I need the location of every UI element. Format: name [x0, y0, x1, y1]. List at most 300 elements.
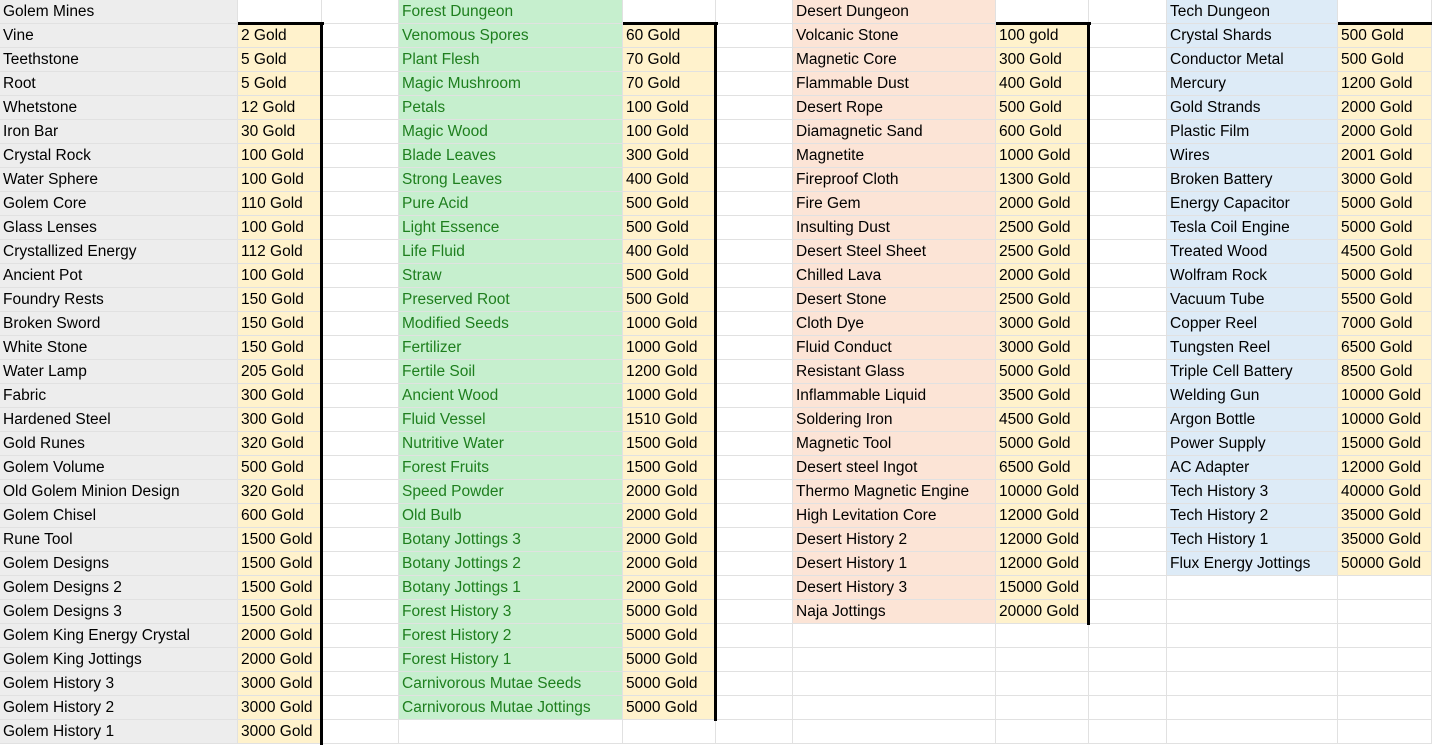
item-price-cell[interactable]: 4500 Gold	[996, 408, 1089, 432]
item-name-cell[interactable]: Resistant Glass	[793, 360, 996, 384]
item-price-cell[interactable]: 600 Gold	[238, 504, 322, 528]
empty-cell[interactable]	[716, 96, 793, 120]
item-name-cell[interactable]: Ancient Pot	[0, 264, 238, 288]
item-name-cell[interactable]: Nutritive Water	[399, 432, 623, 456]
empty-cell[interactable]	[322, 480, 399, 504]
item-name-cell[interactable]: Forest History 3	[399, 600, 623, 624]
empty-cell[interactable]	[322, 720, 399, 744]
item-name-cell[interactable]: Water Sphere	[0, 168, 238, 192]
empty-cell[interactable]	[1089, 48, 1167, 72]
item-name-cell[interactable]: Magic Mushroom	[399, 72, 623, 96]
item-name-cell[interactable]: Preserved Root	[399, 288, 623, 312]
empty-cell[interactable]	[716, 432, 793, 456]
item-price-cell[interactable]: 5000 Gold	[623, 696, 716, 720]
item-name-cell[interactable]: Venomous Spores	[399, 24, 623, 48]
item-price-cell[interactable]: 1000 Gold	[996, 144, 1089, 168]
item-price-cell[interactable]: 500 Gold	[238, 456, 322, 480]
empty-cell[interactable]	[322, 0, 399, 24]
empty-cell[interactable]	[322, 72, 399, 96]
empty-cell[interactable]	[1089, 168, 1167, 192]
item-name-cell[interactable]: Straw	[399, 264, 623, 288]
empty-cell[interactable]	[1089, 648, 1167, 672]
empty-cell[interactable]	[1089, 360, 1167, 384]
item-price-cell[interactable]: 6500 Gold	[996, 456, 1089, 480]
item-name-cell[interactable]: Magic Wood	[399, 120, 623, 144]
item-name-cell[interactable]: Desert Steel Sheet	[793, 240, 996, 264]
empty-cell[interactable]	[716, 456, 793, 480]
empty-cell[interactable]	[322, 696, 399, 720]
empty-cell[interactable]	[1089, 144, 1167, 168]
item-price-cell[interactable]: 300 Gold	[623, 144, 716, 168]
item-price-cell[interactable]: 100 Gold	[238, 144, 322, 168]
item-name-cell[interactable]: Fireproof Cloth	[793, 168, 996, 192]
item-price-cell[interactable]: 1200 Gold	[1338, 72, 1432, 96]
empty-cell[interactable]	[1089, 216, 1167, 240]
item-name-cell[interactable]: Water Lamp	[0, 360, 238, 384]
empty-cell[interactable]	[716, 528, 793, 552]
item-price-cell[interactable]: 2000 Gold	[238, 624, 322, 648]
item-name-cell[interactable]: Carnivorous Mutae Seeds	[399, 672, 623, 696]
empty-cell[interactable]	[996, 720, 1089, 744]
item-name-cell[interactable]: Broken Battery	[1167, 168, 1338, 192]
item-name-cell[interactable]: Tech History 1	[1167, 528, 1338, 552]
item-price-cell[interactable]: 3000 Gold	[996, 312, 1089, 336]
empty-cell[interactable]	[322, 216, 399, 240]
item-name-cell[interactable]: Rune Tool	[0, 528, 238, 552]
item-price-cell[interactable]: 8500 Gold	[1338, 360, 1432, 384]
item-price-cell[interactable]: 1300 Gold	[996, 168, 1089, 192]
item-name-cell[interactable]: Magnetite	[793, 144, 996, 168]
empty-cell[interactable]	[1338, 648, 1432, 672]
empty-cell[interactable]	[716, 168, 793, 192]
empty-cell[interactable]	[716, 288, 793, 312]
empty-cell[interactable]	[996, 648, 1089, 672]
item-price-cell[interactable]: 2000 Gold	[623, 480, 716, 504]
item-name-cell[interactable]: Cloth Dye	[793, 312, 996, 336]
item-price-cell[interactable]: 100 gold	[996, 24, 1089, 48]
empty-cell[interactable]	[716, 144, 793, 168]
empty-cell[interactable]	[1089, 120, 1167, 144]
item-price-cell[interactable]: 5500 Gold	[1338, 288, 1432, 312]
item-price-cell[interactable]: 500 Gold	[1338, 24, 1432, 48]
empty-cell[interactable]	[1167, 696, 1338, 720]
item-price-cell[interactable]: 35000 Gold	[1338, 504, 1432, 528]
empty-cell[interactable]	[716, 480, 793, 504]
empty-cell[interactable]	[716, 216, 793, 240]
item-name-cell[interactable]: Mercury	[1167, 72, 1338, 96]
item-price-cell[interactable]: 3000 Gold	[238, 672, 322, 696]
item-price-cell[interactable]: 1500 Gold	[238, 552, 322, 576]
empty-cell[interactable]	[996, 0, 1089, 24]
item-price-cell[interactable]: 500 Gold	[623, 288, 716, 312]
item-name-cell[interactable]: Flammable Dust	[793, 72, 996, 96]
item-name-cell[interactable]: Speed Powder	[399, 480, 623, 504]
item-name-cell[interactable]: Tech History 2	[1167, 504, 1338, 528]
empty-cell[interactable]	[793, 648, 996, 672]
item-price-cell[interactable]: 40000 Gold	[1338, 480, 1432, 504]
item-price-cell[interactable]: 10000 Gold	[996, 480, 1089, 504]
item-price-cell[interactable]: 5000 Gold	[623, 600, 716, 624]
item-price-cell[interactable]: 3000 Gold	[996, 336, 1089, 360]
item-name-cell[interactable]: Crystal Rock	[0, 144, 238, 168]
item-price-cell[interactable]: 150 Gold	[238, 312, 322, 336]
item-name-cell[interactable]: Desert History 2	[793, 528, 996, 552]
item-price-cell[interactable]: 5000 Gold	[1338, 192, 1432, 216]
item-name-cell[interactable]: Flux Energy Jottings	[1167, 552, 1338, 576]
item-name-cell[interactable]: Volcanic Stone	[793, 24, 996, 48]
item-name-cell[interactable]: Forest Fruits	[399, 456, 623, 480]
item-name-cell[interactable]: Fabric	[0, 384, 238, 408]
item-price-cell[interactable]: 150 Gold	[238, 336, 322, 360]
empty-cell[interactable]	[996, 696, 1089, 720]
item-price-cell[interactable]: 70 Gold	[623, 72, 716, 96]
empty-cell[interactable]	[322, 384, 399, 408]
empty-cell[interactable]	[322, 120, 399, 144]
empty-cell[interactable]	[1338, 672, 1432, 696]
item-price-cell[interactable]: 3000 Gold	[1338, 168, 1432, 192]
item-price-cell[interactable]: 35000 Gold	[1338, 528, 1432, 552]
empty-cell[interactable]	[716, 552, 793, 576]
item-price-cell[interactable]: 6500 Gold	[1338, 336, 1432, 360]
empty-cell[interactable]	[623, 720, 716, 744]
item-name-cell[interactable]: Conductor Metal	[1167, 48, 1338, 72]
empty-cell[interactable]	[793, 696, 996, 720]
item-name-cell[interactable]: Root	[0, 72, 238, 96]
empty-cell[interactable]	[322, 432, 399, 456]
item-name-cell[interactable]: Botany Jottings 2	[399, 552, 623, 576]
item-price-cell[interactable]: 400 Gold	[623, 240, 716, 264]
empty-cell[interactable]	[716, 312, 793, 336]
item-price-cell[interactable]: 2000 Gold	[996, 264, 1089, 288]
item-name-cell[interactable]: Copper Reel	[1167, 312, 1338, 336]
item-name-cell[interactable]: Foundry Rests	[0, 288, 238, 312]
empty-cell[interactable]	[716, 24, 793, 48]
item-price-cell[interactable]: 70 Gold	[623, 48, 716, 72]
empty-cell[interactable]	[1089, 312, 1167, 336]
item-price-cell[interactable]: 300 Gold	[238, 408, 322, 432]
item-name-cell[interactable]: Plant Flesh	[399, 48, 623, 72]
item-price-cell[interactable]: 2000 Gold	[238, 648, 322, 672]
empty-cell[interactable]	[1338, 0, 1432, 24]
item-name-cell[interactable]: Gold Runes	[0, 432, 238, 456]
item-name-cell[interactable]: Thermo Magnetic Engine	[793, 480, 996, 504]
item-name-cell[interactable]: AC Adapter	[1167, 456, 1338, 480]
item-price-cell[interactable]: 500 Gold	[996, 96, 1089, 120]
item-price-cell[interactable]: 5 Gold	[238, 48, 322, 72]
item-price-cell[interactable]: 500 Gold	[623, 192, 716, 216]
item-name-cell[interactable]: Modified Seeds	[399, 312, 623, 336]
item-price-cell[interactable]: 60 Gold	[623, 24, 716, 48]
item-name-cell[interactable]: Golem Core	[0, 192, 238, 216]
item-price-cell[interactable]: 500 Gold	[623, 216, 716, 240]
empty-cell[interactable]	[322, 192, 399, 216]
empty-cell[interactable]	[716, 48, 793, 72]
empty-cell[interactable]	[322, 552, 399, 576]
item-price-cell[interactable]: 3000 Gold	[238, 720, 322, 744]
item-price-cell[interactable]: 400 Gold	[623, 168, 716, 192]
item-name-cell[interactable]: Energy Capacitor	[1167, 192, 1338, 216]
empty-cell[interactable]	[1089, 504, 1167, 528]
section-header[interactable]: Tech Dungeon	[1167, 0, 1338, 24]
item-price-cell[interactable]: 10000 Gold	[1338, 408, 1432, 432]
empty-cell[interactable]	[1338, 624, 1432, 648]
empty-cell[interactable]	[716, 360, 793, 384]
empty-cell[interactable]	[322, 168, 399, 192]
item-price-cell[interactable]: 110 Gold	[238, 192, 322, 216]
item-price-cell[interactable]: 30 Gold	[238, 120, 322, 144]
item-name-cell[interactable]: Glass Lenses	[0, 216, 238, 240]
item-name-cell[interactable]: Iron Bar	[0, 120, 238, 144]
empty-cell[interactable]	[322, 408, 399, 432]
item-price-cell[interactable]: 12000 Gold	[1338, 456, 1432, 480]
item-price-cell[interactable]: 3500 Gold	[996, 384, 1089, 408]
item-name-cell[interactable]: Golem King Jottings	[0, 648, 238, 672]
item-price-cell[interactable]: 5000 Gold	[623, 624, 716, 648]
item-name-cell[interactable]: Welding Gun	[1167, 384, 1338, 408]
empty-cell[interactable]	[716, 384, 793, 408]
item-name-cell[interactable]: Broken Sword	[0, 312, 238, 336]
empty-cell[interactable]	[1089, 24, 1167, 48]
item-price-cell[interactable]: 5000 Gold	[996, 432, 1089, 456]
item-price-cell[interactable]: 400 Gold	[996, 72, 1089, 96]
item-name-cell[interactable]: Fertilizer	[399, 336, 623, 360]
empty-cell[interactable]	[322, 672, 399, 696]
item-name-cell[interactable]: Naja Jottings	[793, 600, 996, 624]
empty-cell[interactable]	[1167, 648, 1338, 672]
item-name-cell[interactable]: Power Supply	[1167, 432, 1338, 456]
empty-cell[interactable]	[716, 648, 793, 672]
item-name-cell[interactable]: Plastic Film	[1167, 120, 1338, 144]
empty-cell[interactable]	[1167, 720, 1338, 744]
item-name-cell[interactable]: High Levitation Core	[793, 504, 996, 528]
item-name-cell[interactable]: Diamagnetic Sand	[793, 120, 996, 144]
item-name-cell[interactable]: Chilled Lava	[793, 264, 996, 288]
empty-cell[interactable]	[1338, 720, 1432, 744]
item-name-cell[interactable]: White Stone	[0, 336, 238, 360]
empty-cell[interactable]	[716, 576, 793, 600]
item-name-cell[interactable]: Strong Leaves	[399, 168, 623, 192]
empty-cell[interactable]	[716, 600, 793, 624]
item-price-cell[interactable]: 1500 Gold	[238, 600, 322, 624]
empty-cell[interactable]	[716, 240, 793, 264]
item-name-cell[interactable]: Tungsten Reel	[1167, 336, 1338, 360]
item-price-cell[interactable]: 2000 Gold	[1338, 96, 1432, 120]
item-price-cell[interactable]: 2000 Gold	[1338, 120, 1432, 144]
section-header[interactable]: Forest Dungeon	[399, 0, 623, 24]
item-price-cell[interactable]: 2500 Gold	[996, 216, 1089, 240]
item-price-cell[interactable]: 500 Gold	[623, 264, 716, 288]
item-name-cell[interactable]: Desert steel Ingot	[793, 456, 996, 480]
item-name-cell[interactable]: Old Bulb	[399, 504, 623, 528]
item-price-cell[interactable]: 1000 Gold	[623, 384, 716, 408]
item-price-cell[interactable]: 12000 Gold	[996, 552, 1089, 576]
item-name-cell[interactable]: Desert History 1	[793, 552, 996, 576]
item-price-cell[interactable]: 5000 Gold	[623, 672, 716, 696]
item-name-cell[interactable]: Ancient Wood	[399, 384, 623, 408]
empty-cell[interactable]	[322, 456, 399, 480]
empty-cell[interactable]	[238, 0, 322, 24]
item-price-cell[interactable]: 50000 Gold	[1338, 552, 1432, 576]
empty-cell[interactable]	[716, 672, 793, 696]
item-price-cell[interactable]: 2 Gold	[238, 24, 322, 48]
empty-cell[interactable]	[996, 672, 1089, 696]
empty-cell[interactable]	[322, 240, 399, 264]
empty-cell[interactable]	[1089, 336, 1167, 360]
item-price-cell[interactable]: 1200 Gold	[623, 360, 716, 384]
item-price-cell[interactable]: 2001 Gold	[1338, 144, 1432, 168]
item-name-cell[interactable]: Argon Bottle	[1167, 408, 1338, 432]
empty-cell[interactable]	[716, 0, 793, 24]
item-name-cell[interactable]: Golem Chisel	[0, 504, 238, 528]
item-price-cell[interactable]: 15000 Gold	[996, 576, 1089, 600]
item-name-cell[interactable]: Magnetic Core	[793, 48, 996, 72]
item-name-cell[interactable]: Desert History 3	[793, 576, 996, 600]
item-name-cell[interactable]: Fluid Vessel	[399, 408, 623, 432]
empty-cell[interactable]	[716, 696, 793, 720]
empty-cell[interactable]	[322, 600, 399, 624]
empty-cell[interactable]	[716, 408, 793, 432]
item-price-cell[interactable]: 2000 Gold	[623, 528, 716, 552]
item-name-cell[interactable]: Treated Wood	[1167, 240, 1338, 264]
empty-cell[interactable]	[322, 144, 399, 168]
item-name-cell[interactable]: Golem History 2	[0, 696, 238, 720]
section-header[interactable]: Golem Mines	[0, 0, 238, 24]
empty-cell[interactable]	[716, 720, 793, 744]
item-price-cell[interactable]: 100 Gold	[238, 264, 322, 288]
item-price-cell[interactable]: 5000 Gold	[1338, 216, 1432, 240]
item-price-cell[interactable]: 10000 Gold	[1338, 384, 1432, 408]
item-name-cell[interactable]: Magnetic Tool	[793, 432, 996, 456]
item-name-cell[interactable]: Wires	[1167, 144, 1338, 168]
item-price-cell[interactable]: 300 Gold	[238, 384, 322, 408]
item-price-cell[interactable]: 1510 Gold	[623, 408, 716, 432]
item-price-cell[interactable]: 1500 Gold	[623, 456, 716, 480]
empty-cell[interactable]	[322, 576, 399, 600]
item-price-cell[interactable]: 12 Gold	[238, 96, 322, 120]
item-price-cell[interactable]: 5000 Gold	[623, 648, 716, 672]
empty-cell[interactable]	[1089, 384, 1167, 408]
empty-cell[interactable]	[1089, 432, 1167, 456]
item-price-cell[interactable]: 600 Gold	[996, 120, 1089, 144]
empty-cell[interactable]	[1089, 480, 1167, 504]
empty-cell[interactable]	[322, 96, 399, 120]
item-name-cell[interactable]: Tesla Coil Engine	[1167, 216, 1338, 240]
empty-cell[interactable]	[399, 720, 623, 744]
item-name-cell[interactable]: Botany Jottings 3	[399, 528, 623, 552]
item-price-cell[interactable]: 2000 Gold	[623, 552, 716, 576]
item-price-cell[interactable]: 12000 Gold	[996, 504, 1089, 528]
item-price-cell[interactable]: 4500 Gold	[1338, 240, 1432, 264]
item-name-cell[interactable]: Pure Acid	[399, 192, 623, 216]
item-price-cell[interactable]: 300 Gold	[996, 48, 1089, 72]
item-name-cell[interactable]: Hardened Steel	[0, 408, 238, 432]
item-price-cell[interactable]: 1500 Gold	[238, 528, 322, 552]
item-name-cell[interactable]: Forest History 1	[399, 648, 623, 672]
empty-cell[interactable]	[322, 624, 399, 648]
empty-cell[interactable]	[322, 24, 399, 48]
empty-cell[interactable]	[1089, 456, 1167, 480]
item-name-cell[interactable]: Golem Designs	[0, 552, 238, 576]
item-price-cell[interactable]: 5 Gold	[238, 72, 322, 96]
empty-cell[interactable]	[716, 72, 793, 96]
empty-cell[interactable]	[716, 504, 793, 528]
empty-cell[interactable]	[716, 264, 793, 288]
item-name-cell[interactable]: Old Golem Minion Design	[0, 480, 238, 504]
item-name-cell[interactable]: Petals	[399, 96, 623, 120]
empty-cell[interactable]	[322, 312, 399, 336]
item-name-cell[interactable]: Whetstone	[0, 96, 238, 120]
empty-cell[interactable]	[1089, 576, 1167, 600]
item-name-cell[interactable]: Light Essence	[399, 216, 623, 240]
item-price-cell[interactable]: 320 Gold	[238, 480, 322, 504]
item-price-cell[interactable]: 100 Gold	[238, 168, 322, 192]
empty-cell[interactable]	[793, 624, 996, 648]
item-price-cell[interactable]: 5000 Gold	[996, 360, 1089, 384]
empty-cell[interactable]	[1167, 600, 1338, 624]
empty-cell[interactable]	[1089, 552, 1167, 576]
item-price-cell[interactable]: 320 Gold	[238, 432, 322, 456]
item-price-cell[interactable]: 112 Gold	[238, 240, 322, 264]
item-name-cell[interactable]: Blade Leaves	[399, 144, 623, 168]
empty-cell[interactable]	[996, 624, 1089, 648]
item-name-cell[interactable]: Tech History 3	[1167, 480, 1338, 504]
empty-cell[interactable]	[1338, 696, 1432, 720]
empty-cell[interactable]	[716, 120, 793, 144]
item-price-cell[interactable]: 20000 Gold	[996, 600, 1089, 624]
item-price-cell[interactable]: 15000 Gold	[1338, 432, 1432, 456]
empty-cell[interactable]	[1167, 672, 1338, 696]
empty-cell[interactable]	[623, 0, 716, 24]
item-price-cell[interactable]: 150 Gold	[238, 288, 322, 312]
item-price-cell[interactable]: 2000 Gold	[623, 504, 716, 528]
empty-cell[interactable]	[1167, 624, 1338, 648]
item-name-cell[interactable]: Crystal Shards	[1167, 24, 1338, 48]
empty-cell[interactable]	[1089, 696, 1167, 720]
empty-cell[interactable]	[1338, 576, 1432, 600]
item-price-cell[interactable]: 3000 Gold	[238, 696, 322, 720]
item-name-cell[interactable]: Crystallized Energy	[0, 240, 238, 264]
item-name-cell[interactable]: Soldering Iron	[793, 408, 996, 432]
item-name-cell[interactable]: Vacuum Tube	[1167, 288, 1338, 312]
item-name-cell[interactable]: Golem History 1	[0, 720, 238, 744]
empty-cell[interactable]	[322, 648, 399, 672]
empty-cell[interactable]	[1089, 0, 1167, 24]
item-name-cell[interactable]: Inflammable Liquid	[793, 384, 996, 408]
item-price-cell[interactable]: 5000 Gold	[1338, 264, 1432, 288]
item-name-cell[interactable]: Desert Stone	[793, 288, 996, 312]
empty-cell[interactable]	[322, 48, 399, 72]
empty-cell[interactable]	[322, 504, 399, 528]
empty-cell[interactable]	[1089, 288, 1167, 312]
empty-cell[interactable]	[1089, 192, 1167, 216]
item-price-cell[interactable]: 500 Gold	[1338, 48, 1432, 72]
item-name-cell[interactable]: Golem Designs 3	[0, 600, 238, 624]
item-price-cell[interactable]: 1000 Gold	[623, 336, 716, 360]
item-name-cell[interactable]: Vine	[0, 24, 238, 48]
item-name-cell[interactable]: Botany Jottings 1	[399, 576, 623, 600]
empty-cell[interactable]	[793, 720, 996, 744]
empty-cell[interactable]	[1167, 576, 1338, 600]
item-name-cell[interactable]: Gold Strands	[1167, 96, 1338, 120]
item-name-cell[interactable]: Golem King Energy Crystal	[0, 624, 238, 648]
empty-cell[interactable]	[716, 336, 793, 360]
item-price-cell[interactable]: 1500 Gold	[623, 432, 716, 456]
item-price-cell[interactable]: 100 Gold	[238, 216, 322, 240]
empty-cell[interactable]	[1338, 600, 1432, 624]
empty-cell[interactable]	[322, 336, 399, 360]
item-name-cell[interactable]: Golem History 3	[0, 672, 238, 696]
item-name-cell[interactable]: Forest History 2	[399, 624, 623, 648]
